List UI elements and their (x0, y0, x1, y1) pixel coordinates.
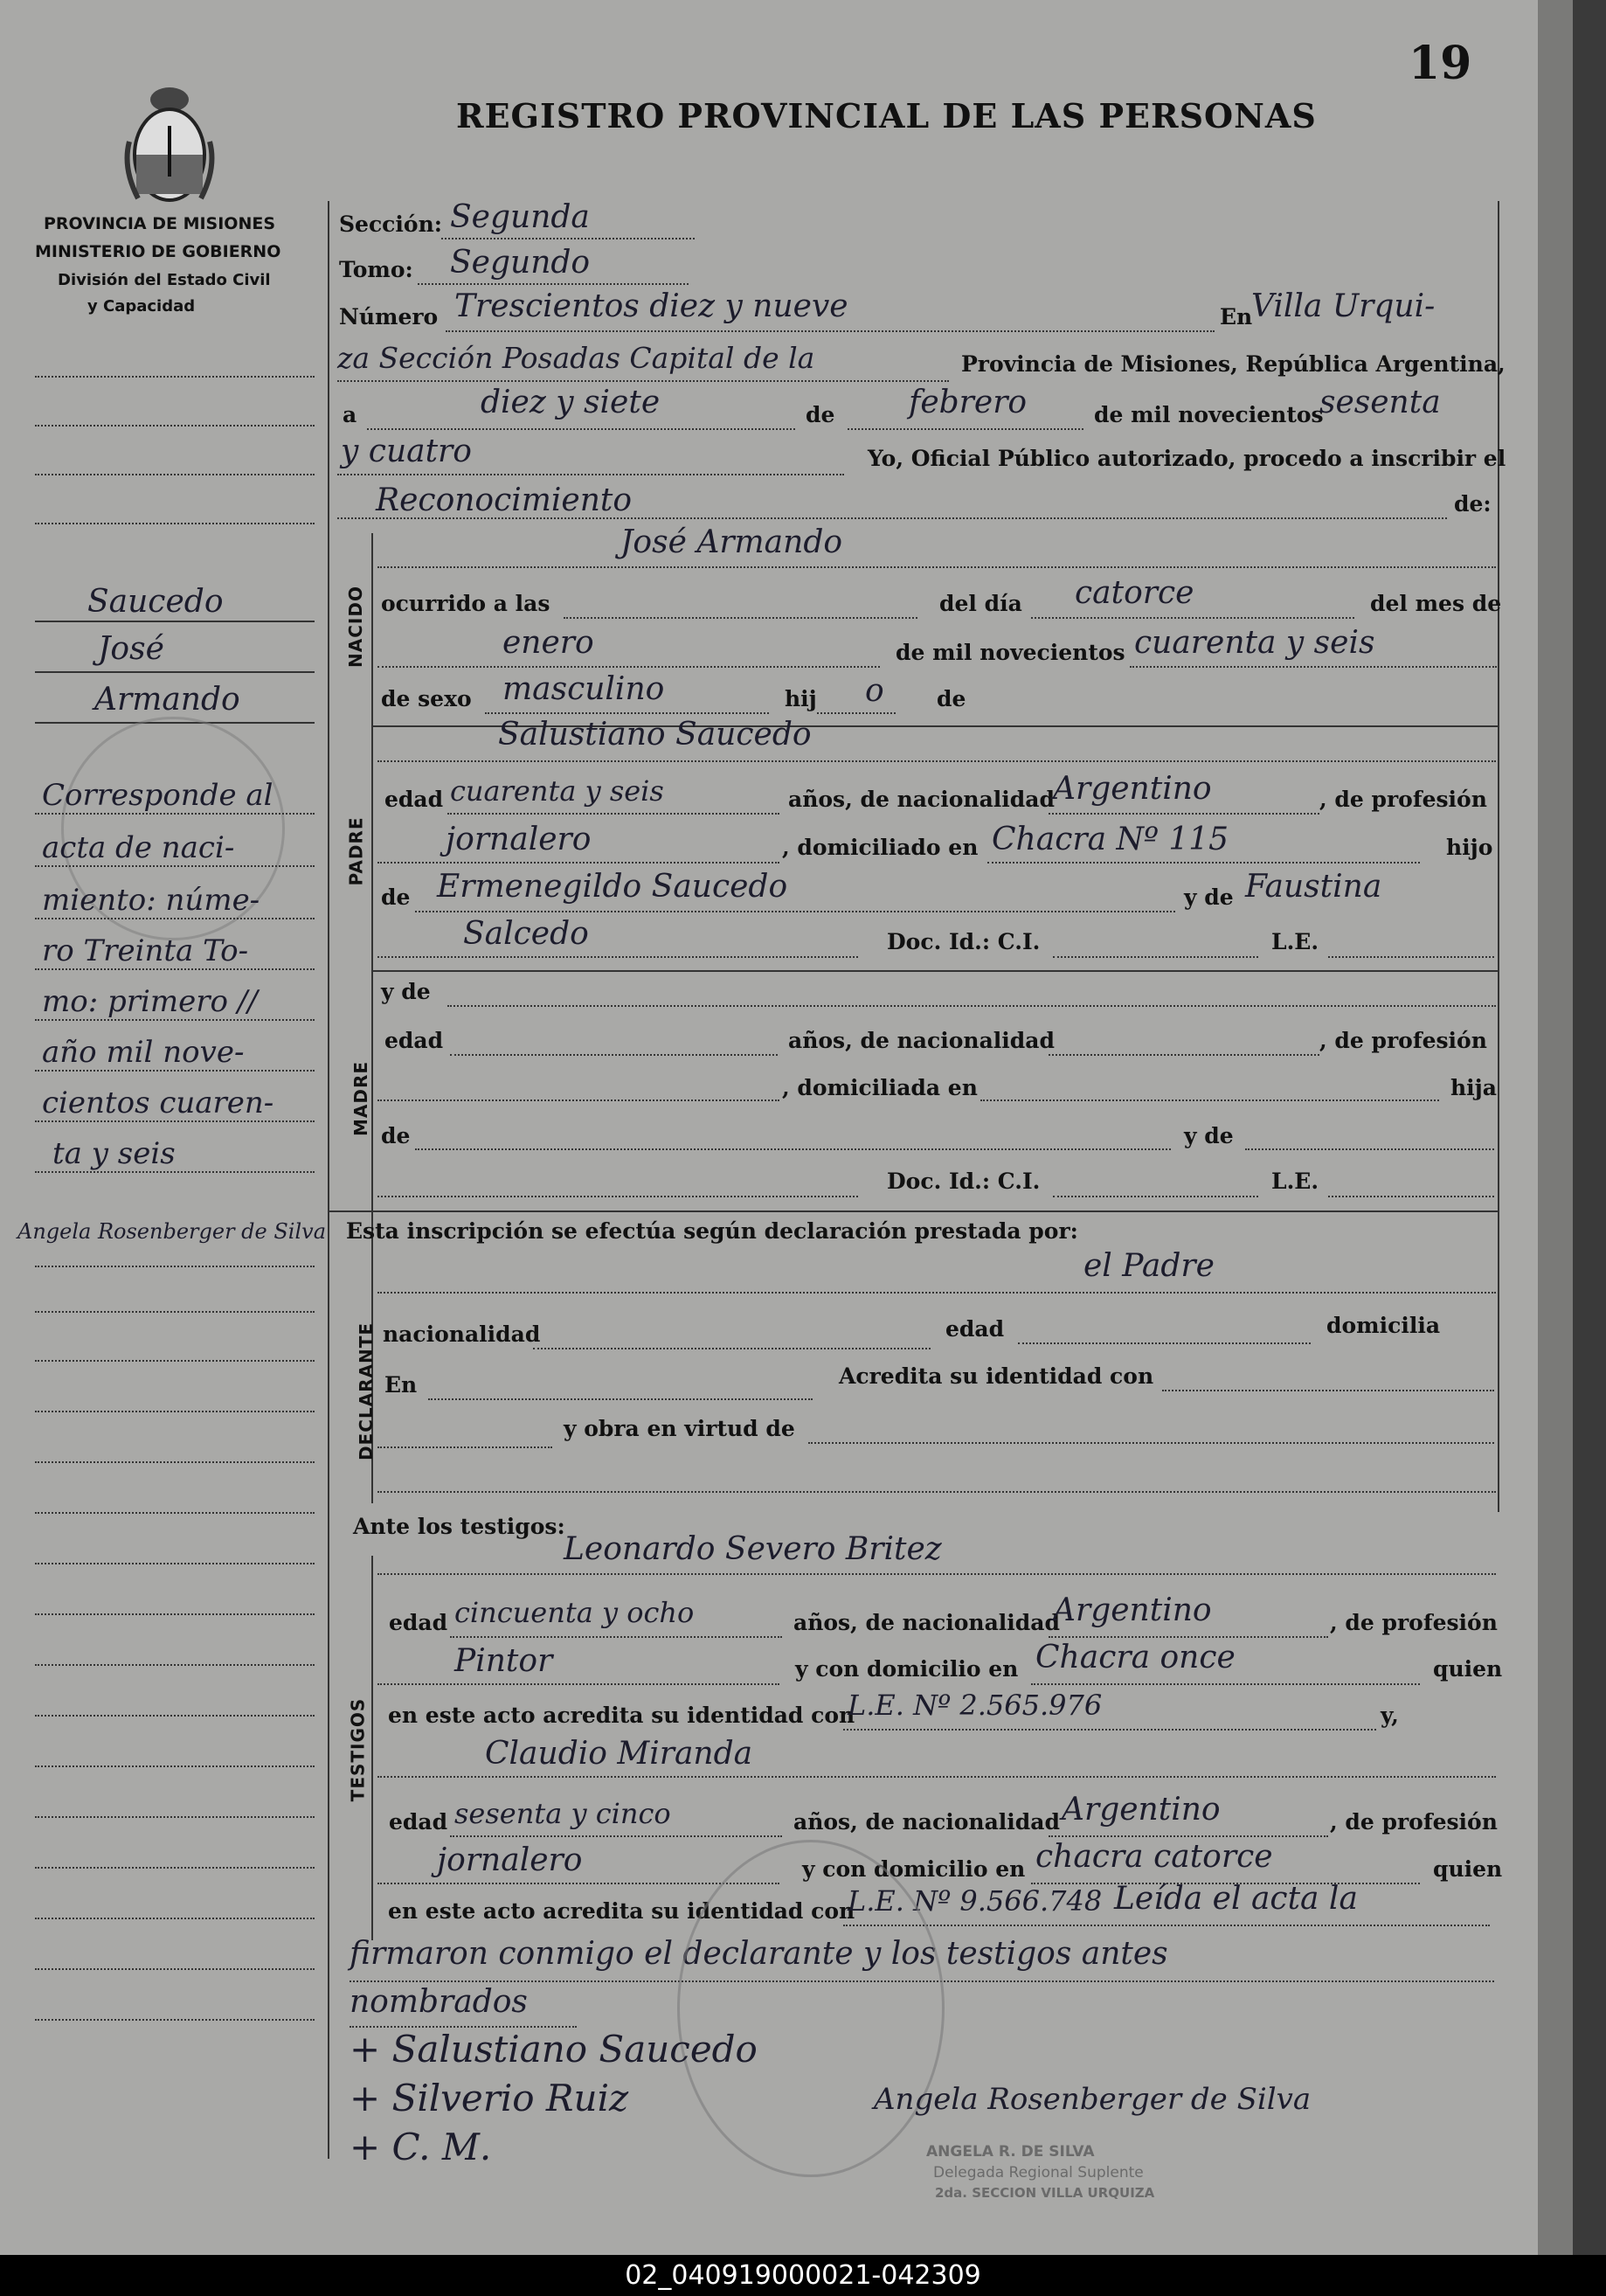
margin-rule (35, 1968, 315, 1970)
round-stamp-center (677, 1840, 945, 2177)
coat-of-arms-icon (121, 80, 218, 212)
label-decl-dom: domicilia (1326, 1313, 1441, 1338)
margin-rule (35, 968, 315, 970)
label-madre-prof: , de profesión (1319, 1028, 1487, 1053)
margin-surname: Saucedo (87, 584, 224, 620)
agency-line-3: División del Estado Civil (58, 271, 271, 289)
margin-rule (35, 1411, 315, 1412)
label-ante: Ante los testigos: (353, 1514, 565, 1539)
margin-signature: Angela Rosenberger de Silva (17, 1219, 327, 1244)
label-madre-y-de-2: y de (1184, 1123, 1234, 1148)
label-t2-prof: , de profesión (1330, 1809, 1498, 1835)
value-en: Villa Urqui- (1251, 288, 1436, 324)
margin-name-1: José (98, 631, 164, 667)
signature-3: + C. M. (350, 2126, 492, 2168)
label-t2-edad: edad (389, 1809, 448, 1835)
margin-rule (35, 1311, 315, 1313)
margin-rule (35, 1360, 315, 1362)
margin-rule (35, 1171, 315, 1173)
label-madre-doc: Doc. Id.: C.I. (887, 1169, 1041, 1194)
margin-note-3: miento: núme- (42, 883, 260, 918)
value-t2-doc: L.E. Nº 9.566.748 (848, 1884, 1103, 1918)
margin-rule (35, 918, 315, 919)
margin-rule (35, 1019, 315, 1021)
value-acto: Reconocimiento (376, 482, 633, 518)
label-madre-de: de (381, 1123, 411, 1148)
margin-note-8: ta y seis (52, 1136, 176, 1171)
label-tomo: Tomo: (339, 257, 413, 282)
label-madre-le: L.E. (1271, 1169, 1319, 1194)
value-abuela-2: Salcedo (463, 916, 589, 952)
value-abuelo: Ermenegildo Saucedo (437, 869, 788, 905)
label-decl-obra: y obra en virtud de (564, 1416, 795, 1441)
margin-rule (35, 1765, 315, 1767)
label-decl-nac: nacionalidad (383, 1321, 541, 1347)
section-declarante: DECLARANTE (356, 1321, 377, 1461)
margin-rule (35, 813, 315, 815)
label-t1-dom: y con domicilio en (795, 1656, 1019, 1682)
label-del-mes: del mes de (1370, 591, 1502, 616)
binding-edge (1573, 0, 1606, 2255)
stamp-text-3: 2da. SECCION VILLA URQUIZA (935, 2185, 1155, 2201)
label-t2-quien: quien (1433, 1856, 1503, 1882)
label-decl-en-text: En (384, 1372, 418, 1398)
value-abuela: Faustina (1245, 869, 1382, 905)
value-fecha-dia: diez y siete (481, 385, 661, 420)
page-title: REGISTRO PROVINCIAL DE LAS PERSONAS (456, 96, 1317, 135)
margin-rule (35, 1816, 315, 1818)
footer-label: 02_040919000021-042309 (0, 2255, 1606, 2296)
label-de-hijo: de (937, 686, 966, 711)
frame-right (1498, 201, 1499, 1512)
value-anio-2: y cuatro (341, 434, 472, 469)
value-t1-prof: Pintor (454, 1643, 553, 1679)
value-t1-doc: L.E. Nº 2.565.976 (848, 1689, 1103, 1722)
margin-rule (35, 1715, 315, 1717)
label-hijo: hijo (1446, 835, 1493, 860)
agency-line-2: MINISTERIO DE GOBIERNO (35, 242, 281, 261)
label-hij: hij (785, 686, 817, 711)
label-madre-anios: años, de nacionalidad (788, 1028, 1055, 1053)
label-y-comma: y, (1381, 1703, 1399, 1728)
label-a: a (343, 402, 357, 427)
label-t1-prof: , de profesión (1330, 1610, 1498, 1635)
value-padre-nac: Argentino (1053, 771, 1212, 807)
value-t1-nombre: Leonardo Severo Britez (564, 1531, 942, 1567)
label-madre-edad: edad (384, 1028, 444, 1053)
label-madre-y-de: y de (381, 979, 431, 1004)
margin-note-1: Corresponde al (42, 778, 273, 813)
margin-rule (35, 1613, 315, 1615)
margin-note-7: cientos cuaren- (42, 1086, 274, 1120)
label-domiciliado: , domiciliado en (782, 835, 979, 860)
value-padre-edad: cuarenta y seis (450, 774, 664, 808)
margin-rule (35, 1512, 315, 1514)
label-numero: Número (339, 304, 439, 329)
value-dia-nac: catorce (1075, 575, 1194, 611)
label-padre-anios: años, de nacionalidad (788, 787, 1055, 812)
margin-note-5: mo: primero // (42, 984, 258, 1019)
label-de-mil-nac: de mil novecientos (896, 640, 1125, 665)
section-nacido: NACIDO (344, 586, 366, 668)
margin-rule (35, 865, 315, 867)
section-padre: PADRE (345, 816, 367, 886)
value-fecha-mes: febrero (909, 385, 1028, 420)
label-t2-acredita: en este acto acredita su identidad con (388, 1898, 855, 1924)
label-seccion: Sección: (339, 212, 442, 237)
frame-left (328, 201, 329, 2159)
value-declarante: el Padre (1083, 1248, 1215, 1284)
label-de-mil: de mil novecientos (1094, 402, 1324, 427)
label-padre-edad: edad (384, 787, 444, 812)
value-t2-dom: chacra catorce (1035, 1839, 1273, 1875)
label-padre-le: L.E. (1271, 929, 1319, 954)
value-numero: Trescientos diez y nueve (454, 288, 848, 324)
margin-note-6: año mil nove- (42, 1035, 245, 1070)
margin-rule (35, 1461, 315, 1463)
label-t2-dom: y con domicilio en (802, 1856, 1026, 1882)
label-abuelo-de: de (381, 884, 411, 910)
label-de-colon: de: (1454, 491, 1492, 517)
label-t2-anios: años, de nacionalidad (793, 1809, 1060, 1835)
label-t1-edad: edad (389, 1610, 448, 1635)
value-t2-nombre: Claudio Miranda (485, 1736, 753, 1772)
value-t2-edad: sesenta y cinco (454, 1797, 671, 1830)
value-t2-tail: Leída el acta la (1114, 1881, 1358, 1917)
margin-rule (35, 1266, 315, 1267)
value-mes-nac: enero (502, 625, 594, 661)
signature-2: + Silverio Ruiz (350, 2077, 629, 2119)
stamp-text-1: ANGELA R. DE SILVA (926, 2143, 1095, 2161)
value-cierre-2: nombrados (350, 1984, 528, 2020)
margin-rule (35, 1867, 315, 1869)
value-tomo: Segundo (450, 245, 591, 281)
label-ocurrido: ocurrido a las (381, 591, 550, 616)
value-padre-dom: Chacra Nº 115 (992, 822, 1229, 857)
label-provincia: Provincia de Misiones, República Argentina, (961, 351, 1506, 377)
value-seccion: Segunda (450, 199, 590, 235)
stamp-text-2: Delegada Regional Suplente (933, 2164, 1144, 2182)
margin-rule (35, 1664, 315, 1666)
value-t1-nac: Argentino (1053, 1592, 1212, 1628)
agency-line-1: PROVINCIA DE MISIONES (44, 214, 276, 233)
value-padre-nombre: Salustiano Saucedo (498, 717, 812, 753)
section-testigos: TESTIGOS (347, 1697, 369, 1802)
signature-oficial: Angela Rosenberger de Silva (874, 2082, 1312, 2117)
label-t1-quien: quien (1433, 1656, 1503, 1682)
value-t2-prof: jornalero (437, 1842, 583, 1878)
value-anio-nac: cuarenta y seis (1134, 625, 1375, 661)
label-decl-edad: edad (945, 1316, 1005, 1342)
margin-rule (35, 2019, 315, 2021)
signature-1: + Salustiano Saucedo (350, 2028, 758, 2071)
margin-note-4: ro Treinta To- (42, 933, 249, 968)
value-en-2: za Sección Posadas Capital de la (337, 341, 815, 375)
value-padre-prof: jornalero (446, 822, 592, 857)
section-divider-testigos (371, 1556, 373, 1940)
value-sexo: masculino (502, 671, 665, 707)
label-padre-doc: Doc. Id.: C.I. (887, 929, 1041, 954)
margin-rule (35, 1070, 315, 1072)
label-del-dia: del día (939, 591, 1022, 616)
value-nombre: José Armando (620, 524, 843, 560)
label-en: En (1220, 304, 1253, 329)
label-domiciliada: , domiciliada en (782, 1075, 978, 1100)
label-sexo: de sexo (381, 686, 472, 711)
value-t1-dom: Chacra once (1035, 1640, 1236, 1675)
page-number: 19 (1409, 37, 1472, 90)
label-y-de: y de (1184, 884, 1234, 910)
value-t1-edad: cincuenta y ocho (454, 1596, 695, 1629)
margin-name-2: Armando (94, 682, 240, 718)
value-anio-1: sesenta (1319, 385, 1441, 420)
margin-rule (35, 1563, 315, 1564)
margin-rule (35, 1120, 315, 1122)
value-t2-nac: Argentino (1062, 1792, 1221, 1828)
label-declaracion: Esta inscripción se efectúa según declaración prestada por: (346, 1218, 1078, 1244)
value-cierre-1: firmaron conmigo el declarante y los testigos antes (350, 1936, 1168, 1972)
section-madre: MADRE (350, 1060, 372, 1137)
margin-note-2: acta de naci- (42, 830, 235, 865)
label-de-fecha: de (806, 402, 835, 427)
value-hij: o (865, 673, 884, 709)
label-decl-acredita: Acredita su identidad con (839, 1363, 1154, 1389)
label-yo: Yo, Oficial Público autorizado, procedo a inscribir el (868, 446, 1506, 471)
label-t1-acredita: en este acto acredita su identidad con (388, 1703, 855, 1728)
label-t1-anios: años, de nacionalidad (793, 1610, 1060, 1635)
margin-rule (35, 1918, 315, 1919)
agency-line-4: y Capacidad (87, 297, 196, 316)
label-padre-prof: , de profesión (1319, 787, 1487, 812)
label-hija: hija (1450, 1075, 1497, 1100)
